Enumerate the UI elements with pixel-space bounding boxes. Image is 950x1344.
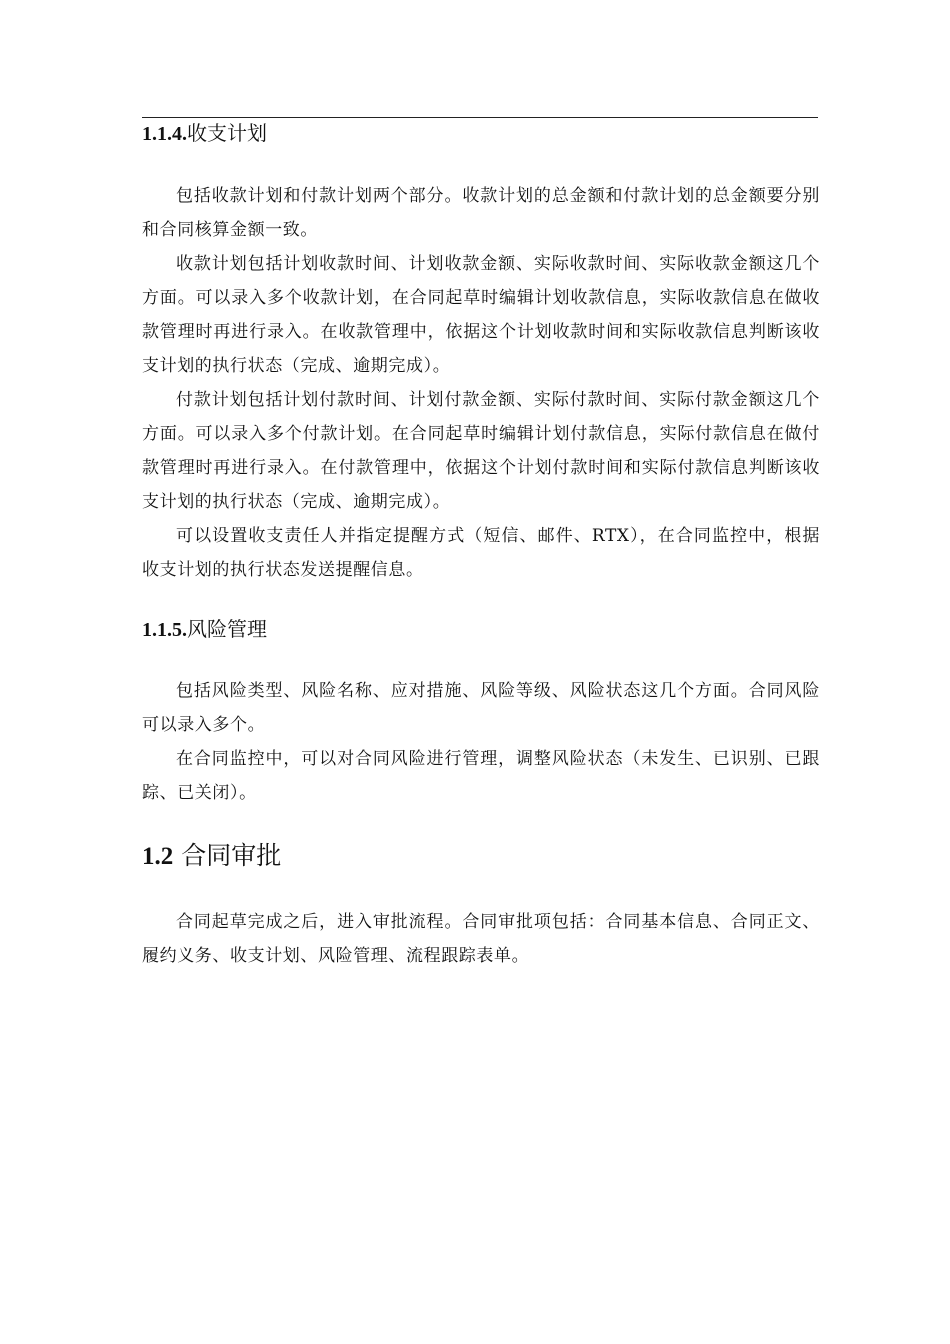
section-title: 收支计划 <box>187 121 267 145</box>
section-body-1-1-5 <box>142 674 820 810</box>
paragraph: 包括收款计划和付款计划两个部分。收款计划的总金额和付款计划的总金额要分别和合同核算金额一致。 <box>142 186 820 240</box>
paragraph: 收款计划包括计划收款时间、计划收款金额、实际收款时间、实际收款金额这几个方面。可以录入多个收款计划，在合同起草时编辑计划收款信息，实际收款信息在做收款管理时再进行录入。在收款管理中，依据这个计划收款时间和实际收款信息判断该收支计划的执行状态（完成、逾期完成）。 <box>142 254 820 376</box>
section-heading-1-2 <box>142 838 820 875</box>
paragraph: 合同起草完成之后，进入审批流程。合同审批项包括：合同基本信息、合同正文、履约义务、收支计划、风险管理、流程跟踪表单。 <box>142 912 820 966</box>
section-heading-1-1-4 <box>142 118 820 149</box>
section-heading-1-1-5 <box>142 614 820 645</box>
paragraph: 在合同监控中，可以对合同风险进行管理，调整风险状态（未发生、已识别、已跟踪、已关闭）。 <box>142 749 820 803</box>
paragraph: 可以设置收支责任人并指定提醒方式（短信、邮件、RTX），在合同监控中，根据收支计划的执行状态发送提醒信息。 <box>142 526 820 580</box>
paragraph: 付款计划包括计划付款时间、计划付款金额、实际付款时间、实际付款金额这几个方面。可以录入多个付款计划。在合同起草时编辑计划付款信息，实际付款信息在做付款管理时再进行录入。在付款管理中，依据这个计划付款时间和实际付款信息判断该收支计划的执行状态（完成、逾期完成）。 <box>142 390 820 512</box>
section-title: 风险管理 <box>187 617 267 641</box>
section-body-1-2 <box>142 905 820 973</box>
document-body <box>142 118 820 973</box>
section-body-1-1-4 <box>142 179 820 587</box>
section-number: 1.1.5. <box>142 619 187 641</box>
section-title: 合同审批 <box>181 841 282 870</box>
paragraph: 包括风险类型、风险名称、应对措施、风险等级、风险状态这几个方面。合同风险可以录入多个。 <box>142 681 820 735</box>
section-number: 1.2 <box>142 843 174 870</box>
section-number: 1.1.4. <box>142 123 187 145</box>
